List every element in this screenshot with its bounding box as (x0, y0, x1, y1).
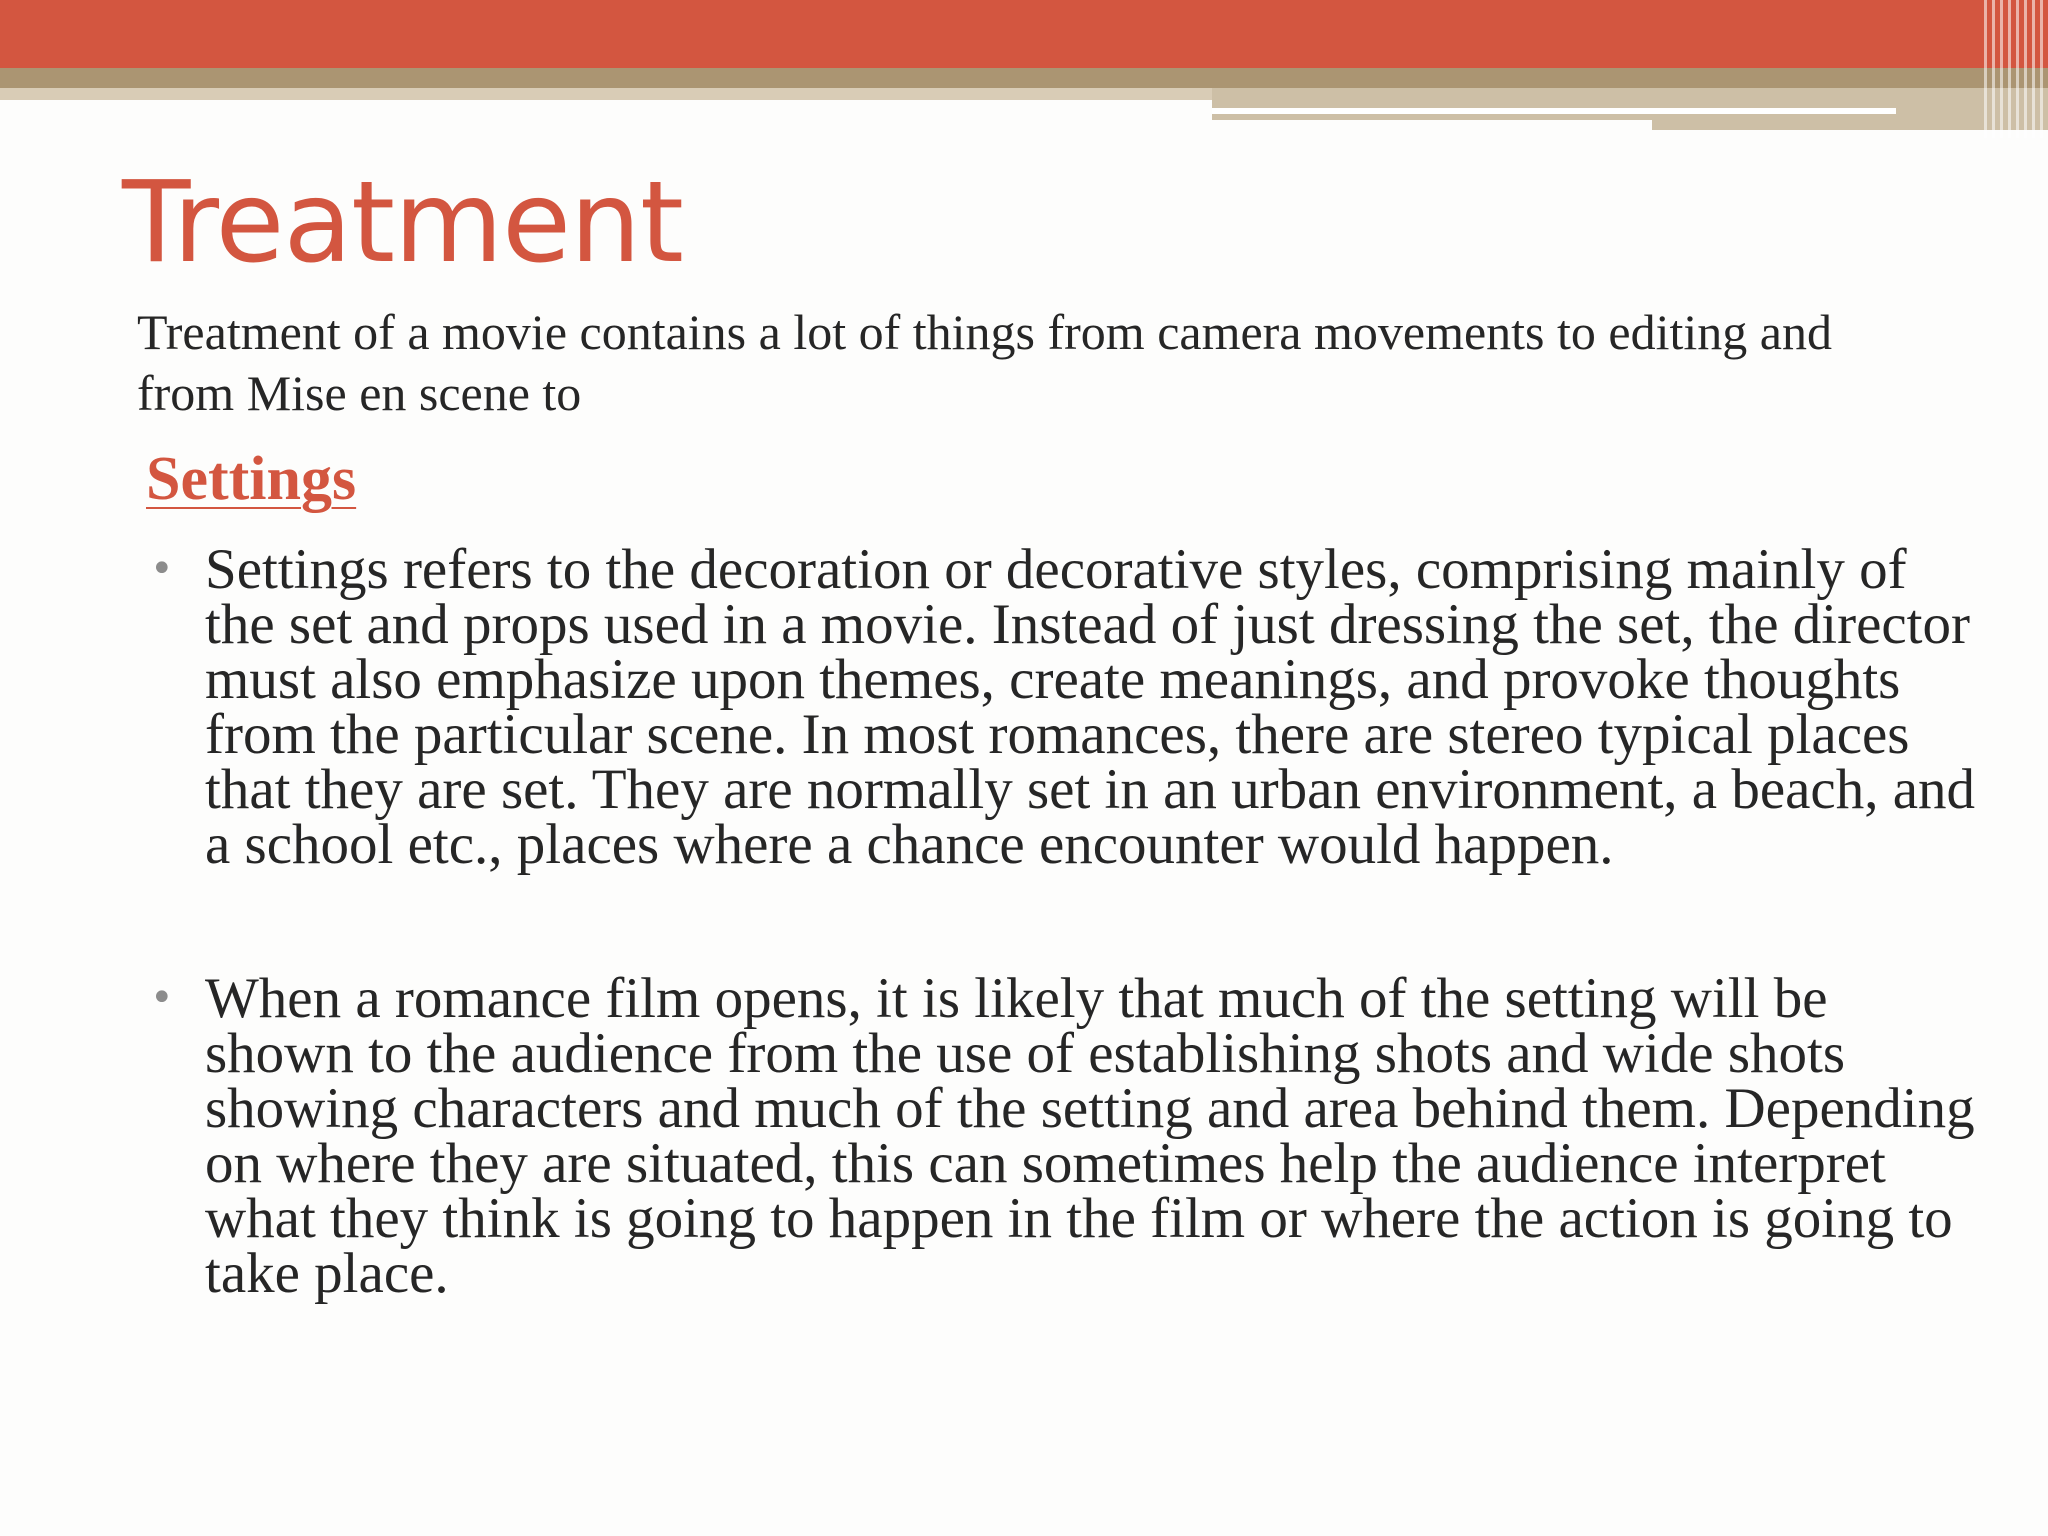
header-tan-bar (0, 68, 2048, 88)
bullet-text: When a romance film opens, it is likely that much of the setting will be shown to the audience from the use of establishing shots and wide shots showing characters and much of the setting and area behind them. Depending on where they are situated, this can sometimes help the audience interpret what they think is going to happen in the film or where the action is going to take place. (205, 967, 1975, 1305)
header-stripes (1984, 0, 2048, 138)
bullet-dot-icon: • (150, 546, 174, 592)
bullet-list (0, 538, 2048, 1305)
header-accent-bar (0, 0, 2048, 68)
header-right-line (1212, 108, 1896, 114)
intro-text: Treatment of a movie contains a lot of things from camera movements to editing and from Mise en scene to (137, 304, 1832, 421)
bullet-text: Settings refers to the decoration or decorative styles, comprising mainly of the set and props used in a movie. Instead of just dressing the set, the director must also emphasize upon themes, create meanings, and provoke thoughts from the particular scene. In most romances, there are stereo typical places that they are set. They are normally set in an urban environment, a beach, and a school etc., places where a chance encounter would happen. (205, 538, 1976, 876)
list-item (0, 538, 2048, 876)
list-item (0, 967, 2048, 1305)
header-right-gap (1212, 120, 1652, 138)
slide-title: Treatment (122, 158, 683, 288)
bullet-dot-icon: • (150, 975, 174, 1021)
section-heading-settings: Settings (146, 445, 357, 513)
header-tan-light-bar (0, 88, 1212, 100)
